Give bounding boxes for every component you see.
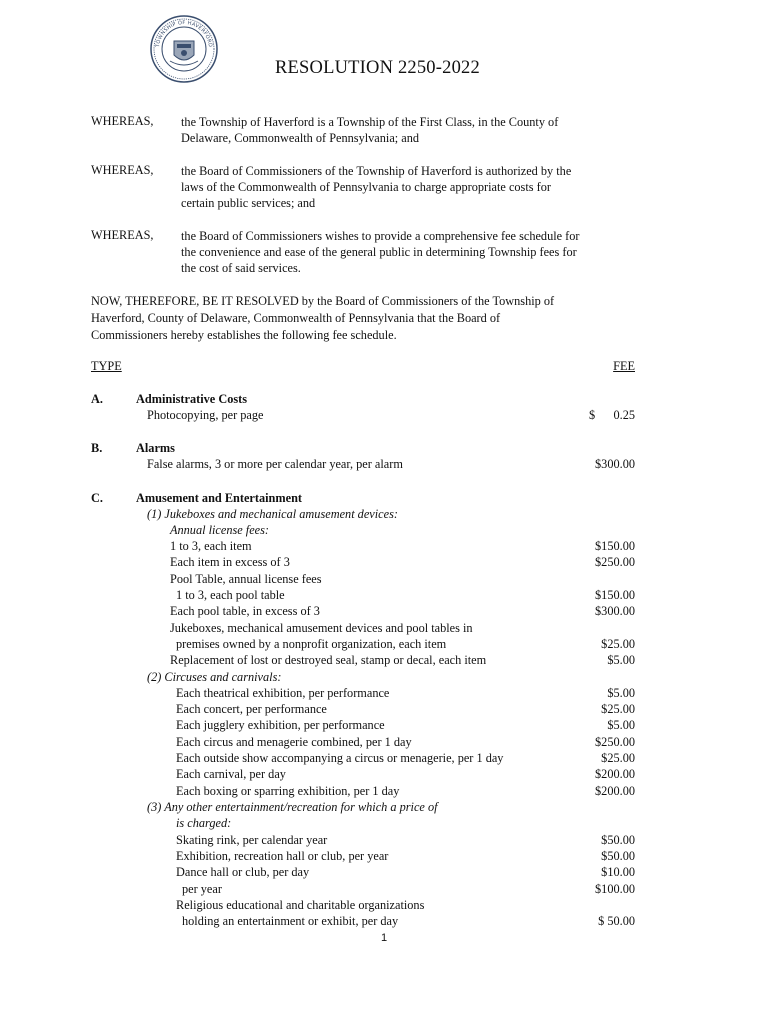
section-letter: B. [91,441,103,455]
fee-item-label: False alarms, 3 or more per calendar year, per alarm [147,457,403,471]
subsection-heading: (2) Circuses and carnivals: [147,670,282,684]
whereas-line: the Board of Commissioners wishes to provide a comprehensive fee schedule for [181,229,580,243]
fee-item-value: $300.00 [595,604,635,618]
whereas-label: WHEREAS, [91,163,154,177]
resolved-line: NOW, THEREFORE, BE IT RESOLVED by the Board of Commissioners of the Township of [91,294,555,308]
fee-item-label: Each boxing or sparring exhibition, per 1 day [176,784,400,798]
fee-item-label: Each item in excess of 3 [170,555,290,569]
whereas-body [181,228,580,276]
svg-text:TOWNSHIP OF HAVERFORD: TOWNSHIP OF HAVERFORD [155,20,213,48]
fee-item-value: $25.00 [601,702,635,716]
fee-column-header: FEE [613,359,635,373]
fee-item-label: Each concert, per performance [176,702,327,716]
resolved-line: Commissioners hereby establishes the following fee schedule. [91,328,397,342]
fee-item-value: $150.00 [595,588,635,602]
whereas-line: the Township of Haverford is a Township of the First Class, in the County of [181,115,559,129]
fee-item-value: $200.00 [595,784,635,798]
fee-item-value: $50.00 [601,849,635,863]
fee-item-value: $200.00 [595,767,635,781]
fee-item-value: $ 50.00 [598,914,635,928]
subsection-heading: (3) Any other entertainment/recreation for which a price of [147,800,438,814]
whereas-line: the Board of Commissioners of the Township of Haverford is authorized by the [181,164,572,178]
fee-currency-symbol: $ [589,408,596,422]
resolved-line: Haverford, County of Delaware, Commonwealth of Pennsylvania that the Board of [91,311,501,325]
fee-item-value: $25.00 [601,637,635,651]
fee-item-value: $250.00 [595,735,635,749]
fee-item-label: Exhibition, recreation hall or club, per year [176,849,389,863]
whereas-line: certain public services; and [181,196,316,210]
fee-item-label: Each circus and menagerie combined, per 1 day [176,735,412,749]
township-seal-logo [150,15,218,83]
fee-item-value: $250.00 [595,555,635,569]
section-letter: C. [91,491,103,505]
fee-item-label: Each carnival, per day [176,767,286,781]
page-number: 1 [381,932,388,944]
whereas-body [181,114,558,146]
whereas-line: the cost of said services. [181,261,301,275]
resolved-paragraph [91,293,554,344]
whereas-body [181,163,571,211]
fee-item-value: $150.00 [595,539,635,553]
fee-item-label: Each pool table, in excess of 3 [170,604,320,618]
section-heading: Amusement and Entertainment [136,491,303,505]
type-column-header: TYPE [91,359,122,373]
fee-item-value: $300.00 [595,457,635,471]
whereas-label: WHEREAS, [91,114,154,128]
fee-item-label: Pool Table, annual license fees [170,572,322,586]
fee-item-label: Photocopying, per page [147,408,264,422]
fee-item-value: $5.00 [607,653,635,667]
fee-item-label: Each theatrical exhibition, per performance [176,686,390,700]
fee-item-value: 0.25 [613,408,635,422]
fee-item-value: $50.00 [601,833,635,847]
fee-item-label: Religious educational and charitable organizations [176,898,425,912]
page-title: RESOLUTION 2250-2022 [275,58,480,78]
fee-item-value: $10.00 [601,865,635,879]
whereas-line: the convenience and ease of the general public in determining Township fees for [181,245,577,259]
whereas-line: Delaware, Commonwealth of Pennsylvania; and [181,131,420,145]
fee-item-label: 1 to 3, each pool table [176,588,285,602]
section-letter: A. [91,392,103,406]
fee-item-value: $25.00 [601,751,635,765]
fee-item-value: $5.00 [607,718,635,732]
subsection-subheading: Annual license fees: [170,523,270,537]
fee-item-label: holding an entertainment or exhibit, per day [182,914,399,928]
fee-item-label: 1 to 3, each item [170,539,252,553]
fee-item-label: premises owned by a nonprofit organization, each item [176,637,447,651]
fee-item-value: $100.00 [595,882,635,896]
fee-item-label: Jukeboxes, mechanical amusement devices and pool tables in [170,621,473,635]
whereas-line: laws of the Commonwealth of Pennsylvania to charge appropriate costs for [181,180,551,194]
subsection-heading: (1) Jukeboxes and mechanical amusement devices: [147,507,398,521]
whereas-label: WHEREAS, [91,228,154,242]
section-heading: Alarms [136,441,175,455]
fee-item-label: Skating rink, per calendar year [176,833,328,847]
fee-item-label: Each jugglery exhibition, per performance [176,718,385,732]
fee-item-label: Dance hall or club, per day [176,865,310,879]
fee-item-label: Replacement of lost or destroyed seal, stamp or decal, each item [170,653,487,667]
subsection-heading-continued: is charged: [176,816,232,830]
fee-item-value: $5.00 [607,686,635,700]
fee-item-label: per year [182,882,222,896]
fee-item-label: Each outside show accompanying a circus or menagerie, per 1 day [176,751,504,765]
section-heading: Administrative Costs [136,392,248,406]
